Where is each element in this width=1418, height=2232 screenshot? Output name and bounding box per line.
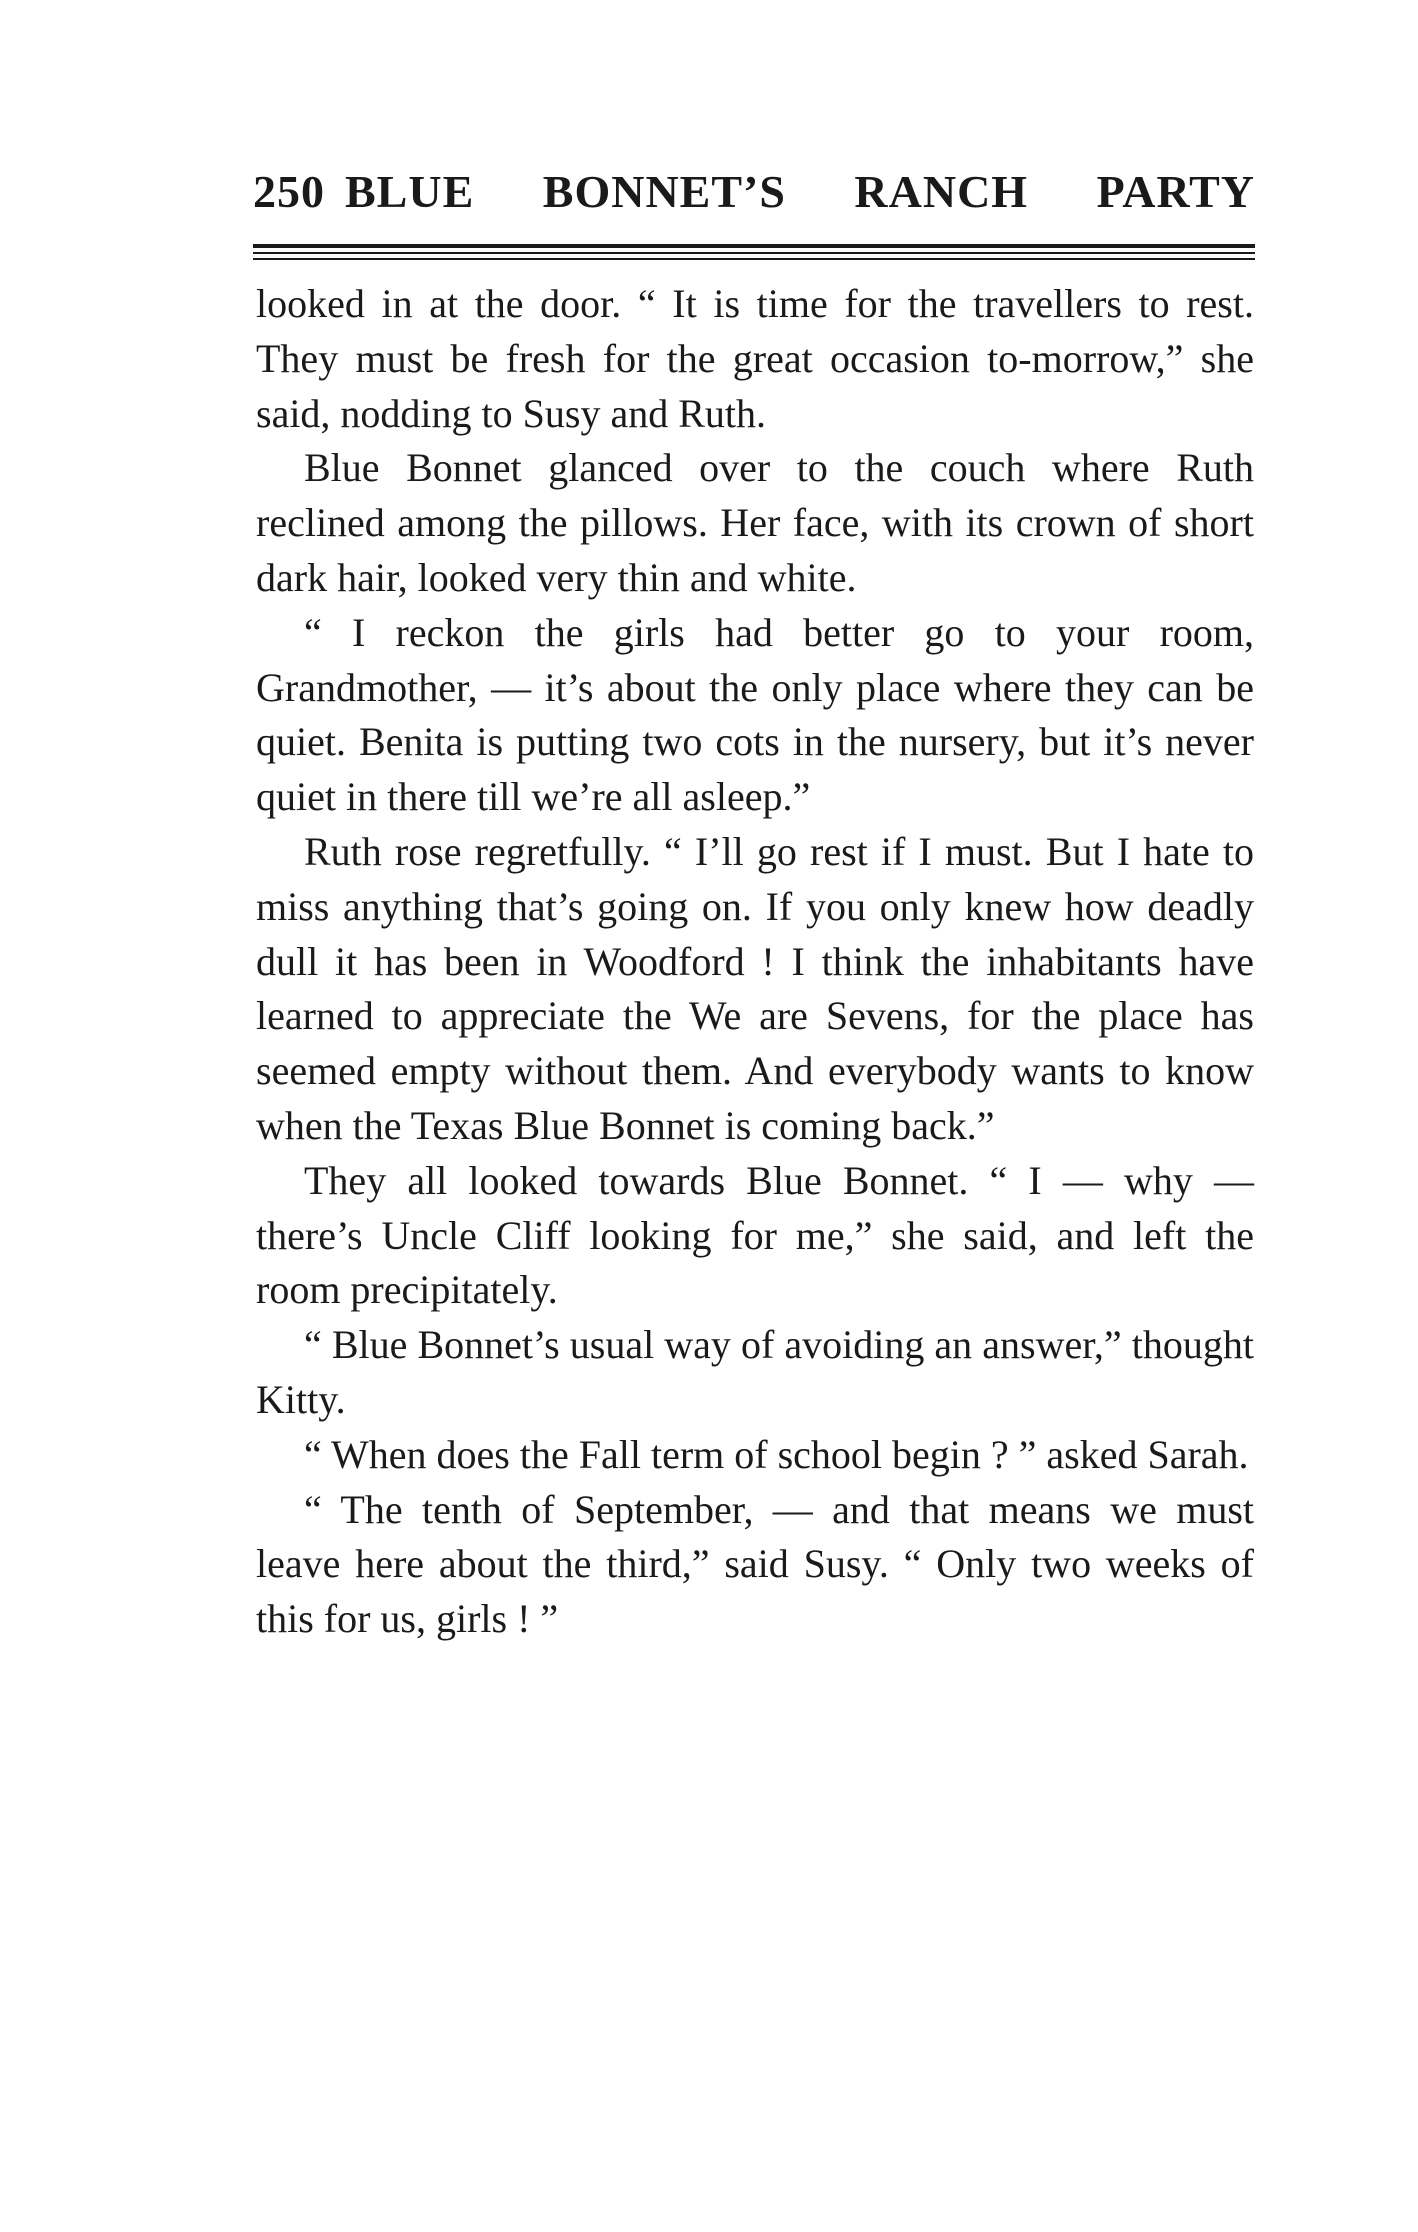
header-rule [253,244,1255,248]
body-text [256,277,1254,1647]
paragraph: Ruth rose regretfully. “ I’ll go rest if I must. But I hate to miss anything that’s going on. If you only knew how deadly dull it has been in Woodford ! I think the inhabitants have learned to appreciate the We are Sevens, for the place has seemed empty without them. And everybody wants to know when the Texas Blue Bonnet is coming back.” [256,828,1254,1148]
paragraph: “ When does the Fall term of school begin ? ” asked Sarah. [304,1431,1249,1477]
running-title: BLUE BONNET’S RANCH PARTY [345,166,1255,217]
paragraph: “ I reckon the girls had better go to your room, Grandmother, — it’s about the only place where they can be quiet. Benita is putting two cots in the nursery, but it’s never quiet in there till we’re all asleep.” [256,609,1254,820]
header-rule [253,258,1255,260]
page-number: 250 [253,166,325,217]
page-header [253,165,1255,229]
paragraph: “ Blue Bonnet’s usual way of avoiding an answer,” thought Kitty. [256,1322,1254,1422]
paragraph: looked in at the door. “ It is time for the travellers to rest. They must be fresh for the great occasion to-morrow,” she said, nodding to Susy and Ruth. [256,281,1254,436]
paragraph: They all looked towards Blue Bonnet. “ I — why — there’s Uncle Cliff looking for me,” she said, and left the room precipitately. [256,1157,1254,1313]
paragraph: Blue Bonnet glanced over to the couch where Ruth reclined among the pillows. Her face, with its crown of short dark hair, looked very thin and white. [256,445,1254,600]
header-rule [253,252,1255,254]
paragraph: “ The tenth of September, — and that means we must leave here about the third,” said Susy. “ Only two weeks of this for us, girls ! ” [256,1486,1254,1642]
